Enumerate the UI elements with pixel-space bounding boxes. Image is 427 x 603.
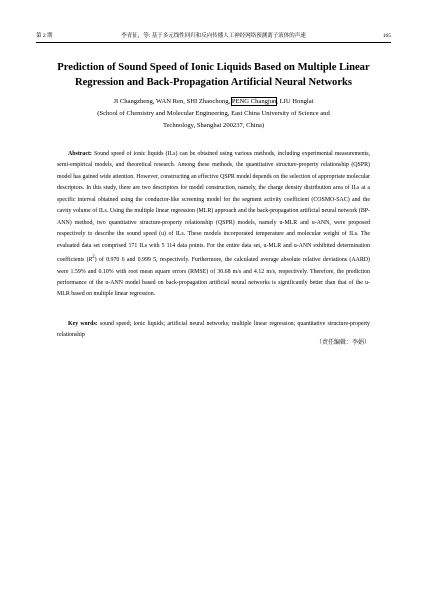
abstract (57, 149, 370, 301)
r-symbol: R (88, 257, 93, 264)
abstract-label: Abstract: (68, 151, 92, 157)
abstract-text-2: ) of 0.970 6 and 0.999 5, respectively. Furthermore, the calculated average absolute relative deviations (AARD) were 1.59% and 0.10% with root mean square errors (RMSE) of 30.68 m/s and 4.12 m/s, respectively. Therefore, the prediction performance of the u-ANN model based on back-propagation artificial neural networks is significantly better than that of the u-MLR based on multiple linear regression. (57, 257, 370, 298)
editor-note: （责任编辑：李娟） (315, 340, 370, 346)
page-number: 165 (382, 33, 391, 39)
title-line-1: Prediction of Sound Speed of Ionic Liquids Based on Multiple Linear (57, 62, 370, 73)
issue-label: 第 2 期 (36, 33, 53, 39)
running-header (36, 30, 391, 42)
paper-title (52, 60, 375, 90)
authors-before: JI Changzheng, WAN Ren, SHI Zhaochong, (113, 98, 232, 105)
r-superscript: 2 (92, 255, 95, 261)
authors-after: , LIU Honglai (276, 98, 314, 105)
abstract-text-1: Sound speed of ionic liquids (ILs) can be obtained using various methods, including experimental measurements, semi-empirical models, and theoretical research. Among these methods, the quantitative structure-property relationship (QSPR) model has gained wide attention. However, constructing an effective QSPR model depends on the selection of appropriate molecular descriptors. In this study, there are two descriptors for model construction, namely, the charge density distribution area of ILs at a specific interval obtained using the conductor-like screening model for the segment activity coefficient (COSMO-SAC) and the cavity volume of ILs. Using the multiple linear regression (MLR) approach and the back-propagation artificial neural network (BP-ANN) method, two quantitative structure-property relationship (QSPR) models, namely u-MLR and u-ANN, were proposed respectively to describe the sound speed (u) of ILs. These models incorporated temperature and molecular weight of ILs. The evaluated data set comprised 171 ILs with 5 114 data points. For the entire data set, u-MLR and u-ANN exhibited determination coefficients ( (57, 151, 370, 264)
keywords-label: Key words: (68, 321, 98, 327)
affiliation (72, 108, 355, 132)
header-rule (36, 42, 391, 43)
author-list (40, 96, 387, 107)
affiliation-line-1: (School of Chemistry and Molecular Engineering, East China University of Science and (97, 110, 330, 117)
title-line-2: Regression and Back-Propagation Artificial Neural Networks (74, 77, 353, 88)
keywords-text: sound speed; ionic liquids; artificial neural networks; multiple linear regression; quantitative structure-property relationship (57, 321, 370, 339)
affiliation-line-2: Technology, Shanghai 200237, China) (162, 122, 265, 129)
running-title: 李青征，等: 基于多元线性回归和反向传播人工神经网络预测离子液体的声速 (121, 33, 306, 39)
highlighted-author: PENG Changjun (231, 98, 277, 105)
